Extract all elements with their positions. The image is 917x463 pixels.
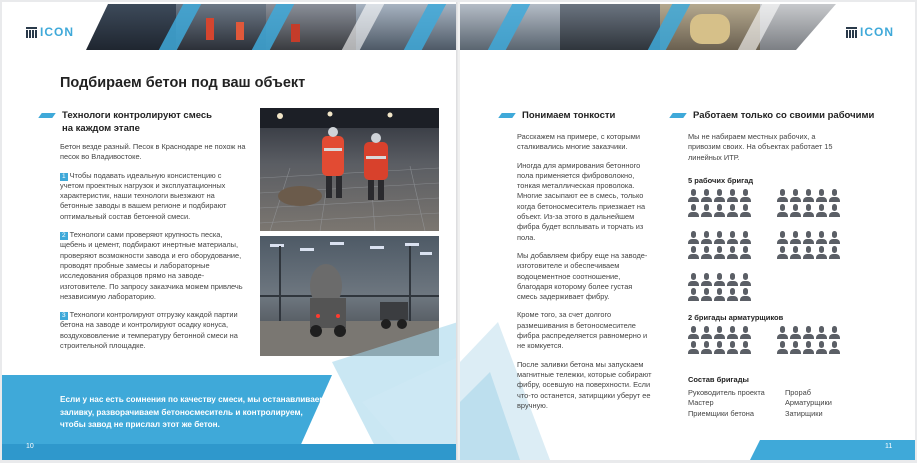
paragraph: После заливки бетона мы запускаем магнитные тележки, которые собирают фибру, осевшую на поверхности. Если что-то останется, затирщики уберут ее вручную. — [517, 359, 652, 410]
worker-icon — [714, 273, 725, 286]
paragraph: Расскажем на примере, с которыми сталкивались многие заказчики. — [517, 132, 640, 152]
worker-icon — [701, 246, 712, 259]
decorative-shapes — [2, 302, 458, 460]
logo-wordmark: ICON — [40, 25, 74, 39]
worker-icon — [727, 341, 738, 354]
worker-icon — [714, 246, 725, 259]
worker-icon — [777, 341, 788, 354]
item-number-badge: 2 — [62, 232, 66, 240]
composition-title: Состав бригады — [688, 375, 749, 384]
right-page — [460, 2, 915, 460]
worker-icon — [688, 288, 699, 301]
worker-icon — [701, 189, 712, 202]
worker-icon — [701, 288, 712, 301]
page-number: 10 — [26, 443, 34, 450]
worker-icon — [790, 341, 801, 354]
worker-icon — [727, 326, 738, 339]
section-title-line-2: на каждом этапе — [62, 123, 140, 134]
worker-icon — [816, 326, 827, 339]
list-item — [60, 230, 246, 302]
composition-item: Мастер — [688, 398, 714, 408]
brigades-icon-grid — [688, 189, 842, 301]
item-number-badge: 3 — [62, 312, 66, 320]
worker-icon — [790, 326, 801, 339]
logo-mark-icon — [26, 27, 37, 38]
worker-icon — [727, 288, 738, 301]
worker-icon — [688, 341, 699, 354]
section-title-text: Понимаем тонкости — [522, 110, 616, 121]
brand-logo — [846, 25, 894, 39]
worker-icon — [803, 204, 814, 217]
worker-icon — [803, 189, 814, 202]
worker-icon — [727, 231, 738, 244]
worker-icon — [740, 246, 751, 259]
left-page — [2, 2, 458, 460]
composition-item: Затирщики — [785, 408, 823, 418]
worker-icon — [790, 231, 801, 244]
page-number: 11 — [885, 443, 893, 450]
list-item-text: Технологи сами проверяют крупность песка, щебень и цемент, подбирают инертные материалы, проверяют возможности завода и его оборудование, проводят пробные замесы и лабораторные исследования образцов прямо на заводе-изготовителе. По запросу заказчика можем привлечь независимую лабораторию. — [60, 230, 243, 301]
worker-icon — [829, 204, 840, 217]
worker-icon — [740, 273, 751, 286]
worker-icon — [740, 231, 751, 244]
worker-icon — [829, 341, 840, 354]
worker-icon — [701, 326, 712, 339]
worker-icon — [829, 231, 840, 244]
worker-icon — [688, 204, 699, 217]
worker-icon — [688, 246, 699, 259]
worker-icon — [740, 326, 751, 339]
worker-icon — [714, 189, 725, 202]
worker-icon — [816, 231, 827, 244]
section-title-line-1: Технологи контролируют смесь — [62, 110, 213, 121]
worker-icon — [777, 326, 788, 339]
paragraph: Мы добавляем фибру еще на заводе-изготовителе и обеспечиваем водоцементное соотношение, благодаря которому более густая смесь задерживает фибру. — [517, 250, 648, 302]
logo-wordmark: ICON — [860, 25, 894, 39]
worker-icon — [727, 273, 738, 286]
worker-icon — [714, 341, 725, 354]
worker-icon — [701, 231, 712, 244]
section-title-fine-points — [500, 109, 615, 122]
list-item-text: Чтобы подавать идеальную консистенцию с учетом проектных нагрузок и эксплуатационных характеристик, наши технологи выезжают на бетонные заводы в вашем регионе и подбирают оптимальный состав бетонной смеси. — [60, 170, 227, 221]
flag-icon — [498, 113, 516, 118]
worker-icon — [816, 246, 827, 259]
worker-icon — [688, 231, 699, 244]
worker-icon — [829, 246, 840, 259]
composition-list — [688, 388, 845, 419]
worker-icon — [688, 189, 699, 202]
worker-icon — [688, 326, 699, 339]
intro-paragraph: Бетон везде разный. Песок в Краснодаре не похож на песок во Владивостоке. — [60, 142, 246, 162]
brand-logo — [26, 25, 74, 39]
worker-icon — [740, 204, 751, 217]
worker-icon — [740, 189, 751, 202]
section-title-own-workers — [671, 109, 874, 122]
worker-icon — [803, 326, 814, 339]
worker-icon — [803, 246, 814, 259]
section-title-text: Работаем только со своими рабочими — [693, 110, 875, 121]
quality-banner: Если у нас есть сомнения по качеству смеси, мы останавливаем заливку, разворачиваем бетоносмеситель и контролируем, чтобы завод не прислал этот же бетон. — [60, 395, 326, 429]
header-photo-band — [460, 4, 836, 50]
paragraph: Кроме того, за счет долгого размешивания в бетоносмесителе фибра распределяется равномерно и не комкуется. — [517, 310, 648, 351]
worker-icon — [727, 189, 738, 202]
worker-icon — [714, 326, 725, 339]
worker-icon — [829, 326, 840, 339]
composition-item: Приемщики бетона — [688, 408, 754, 418]
page-title: Подбираем бетон под ваш объект — [60, 75, 306, 91]
worker-icon — [829, 189, 840, 202]
worker-icon — [688, 273, 699, 286]
worker-icon — [816, 341, 827, 354]
composition-item: Прораб — [785, 388, 811, 397]
logo-mark-icon — [846, 27, 857, 38]
brigades-title: 5 рабочих бригад — [688, 176, 754, 185]
worker-icon — [790, 246, 801, 259]
worker-icon — [777, 189, 788, 202]
worker-icon — [727, 204, 738, 217]
worker-icon — [777, 231, 788, 244]
list-item — [60, 171, 246, 222]
worker-icon — [816, 189, 827, 202]
worker-icon — [790, 189, 801, 202]
worker-icon — [740, 288, 751, 301]
worker-icon — [701, 273, 712, 286]
section-title — [40, 109, 212, 135]
worker-icon — [777, 246, 788, 259]
worker-icon — [790, 204, 801, 217]
worker-icon — [803, 341, 814, 354]
worker-icon — [777, 204, 788, 217]
flag-icon — [669, 113, 687, 118]
list-item-text: Технологи контролируют отгрузку каждой партии бетона на заводе и контролируют осадку конуса, воздухововление и температуру бетонной смеси на строительной площадке. — [60, 310, 238, 351]
paragraph: Иногда для армирования бетонного пола применяется фиброволокно, тонкая металлическая проволока. Многие засыпают ее в смесь, только когда бетоносмеситель приезжает на объект. Из-за этого в дальнейшем фибра будет всплывать и торчать из пола. — [517, 160, 646, 242]
photo-workers — [260, 108, 439, 231]
worker-icon — [803, 231, 814, 244]
worker-icon — [701, 204, 712, 217]
worker-icon — [714, 204, 725, 217]
worker-icon — [816, 204, 827, 217]
worker-icon — [740, 341, 751, 354]
worker-icon — [701, 341, 712, 354]
worker-icon — [714, 288, 725, 301]
own-workers-intro: Мы не набираем местных рабочих, а привозим своих. На объектах работает 15 линейных ИТР. — [688, 132, 833, 162]
rebar-brigades-icon-grid — [688, 326, 842, 354]
rebar-brigades-title: 2 бригады арматурщиков — [688, 313, 784, 322]
flag-icon — [38, 113, 56, 118]
worker-icon — [727, 246, 738, 259]
composition-item: Руководитель проекта — [688, 388, 765, 397]
header-photo-band — [86, 4, 458, 50]
worker-icon — [714, 231, 725, 244]
item-number-badge: 1 — [62, 172, 66, 180]
composition-item: Арматурщики — [785, 398, 832, 408]
fine-points-body — [517, 132, 652, 419]
